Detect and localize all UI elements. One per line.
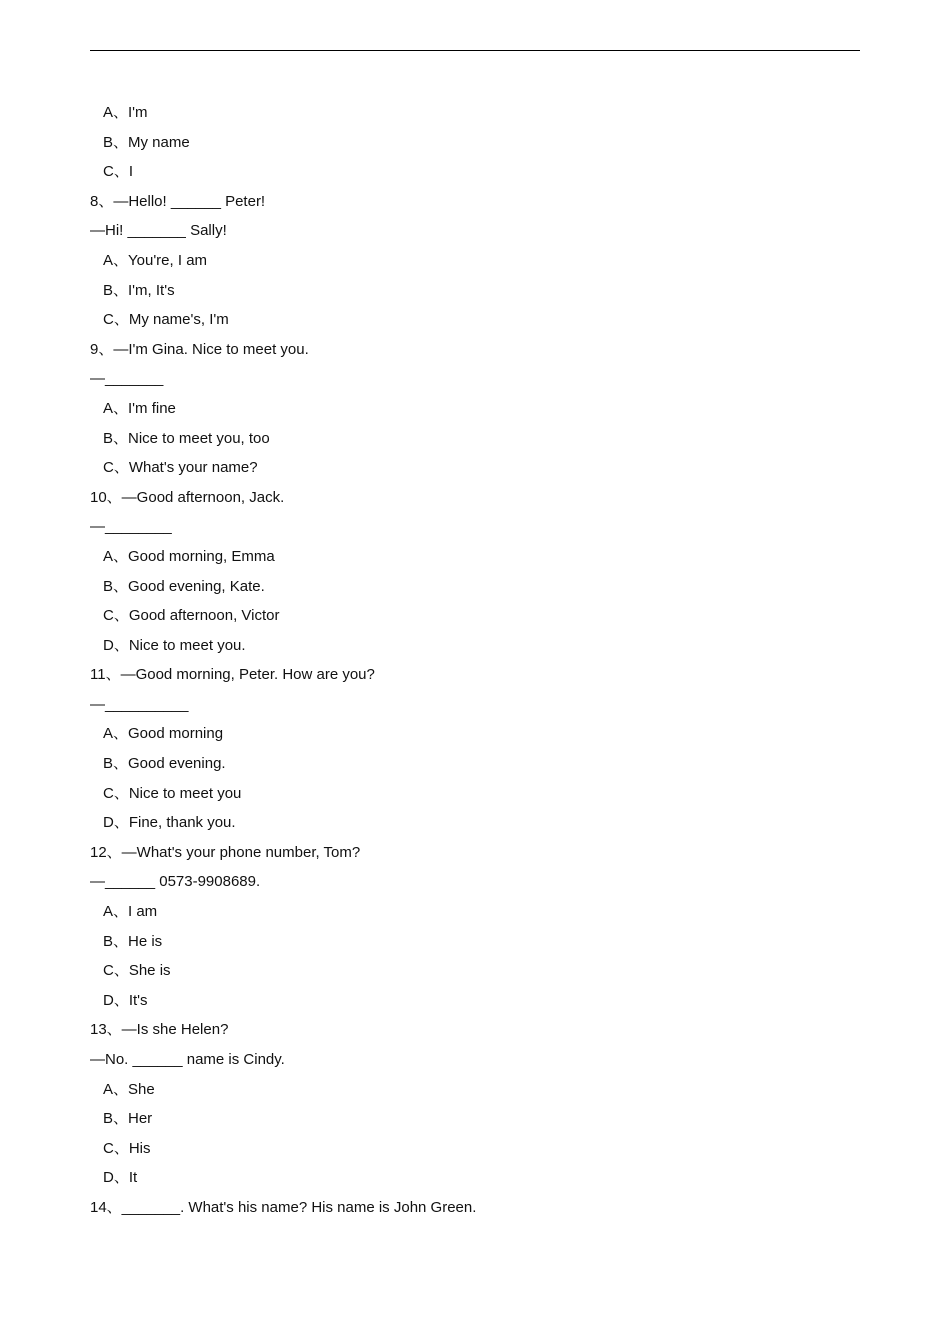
question-line: —No. ______ name is Cindy.	[90, 1051, 285, 1068]
answer-option: C、She is	[103, 962, 171, 980]
question-line: —__________	[90, 695, 189, 713]
question-line: 9、—I'm Gina. Nice to meet you.	[90, 340, 309, 358]
answer-option: D、Fine, thank you.	[103, 814, 236, 832]
answer-option: C、Good afternoon, Victor	[103, 607, 280, 625]
question-line: 14、_______. What's his name? His name is John Green.	[90, 1198, 477, 1216]
answer-option: B、My name	[103, 133, 190, 151]
answer-option: C、His	[103, 1139, 151, 1157]
question-line: 11、—Good morning, Peter. How are you?	[90, 666, 375, 684]
answer-option: B、Good evening, Kate.	[103, 577, 265, 595]
question-line: 10、—Good afternoon, Jack.	[90, 488, 285, 506]
answer-option: A、I'm	[103, 104, 148, 121]
answer-option: B、Good evening.	[103, 755, 226, 773]
answer-option: B、Her	[103, 1110, 153, 1128]
question-line: —______ 0573-9908689.	[90, 873, 261, 891]
answer-option: A、You're, I am	[103, 251, 208, 269]
header-rule	[90, 50, 860, 51]
answer-option: D、It	[103, 1169, 138, 1187]
answer-option: D、It's	[103, 991, 148, 1009]
answer-option: B、Nice to meet you, too	[103, 429, 270, 447]
question-line: 8、—Hello! ______ Peter!	[90, 192, 266, 210]
question-line: 13、—Is she Helen?	[90, 1021, 229, 1039]
answer-option: A、She	[103, 1080, 155, 1098]
question-line: 12、—What's your phone number, Tom?	[90, 843, 361, 861]
worksheet-body	[90, 98, 860, 1223]
question-line: —________	[90, 518, 172, 536]
question-line: —_______	[90, 370, 164, 388]
answer-option: C、Nice to meet you	[103, 784, 242, 802]
answer-option: C、What's your name?	[103, 459, 258, 477]
answer-option: C、I	[103, 163, 134, 181]
answer-option: A、I'm fine	[103, 399, 176, 417]
answer-option: A、Good morning, Emma	[103, 547, 275, 565]
question-line: —Hi! _______ Sally!	[90, 222, 227, 240]
answer-option: A、Good morning	[103, 725, 224, 743]
answer-option: C、My name's, I'm	[103, 311, 229, 329]
answer-option: A、I am	[103, 903, 158, 921]
answer-option: B、I'm, It's	[103, 281, 175, 299]
answer-option: B、He is	[103, 932, 163, 950]
answer-option: D、Nice to meet you.	[103, 636, 246, 654]
